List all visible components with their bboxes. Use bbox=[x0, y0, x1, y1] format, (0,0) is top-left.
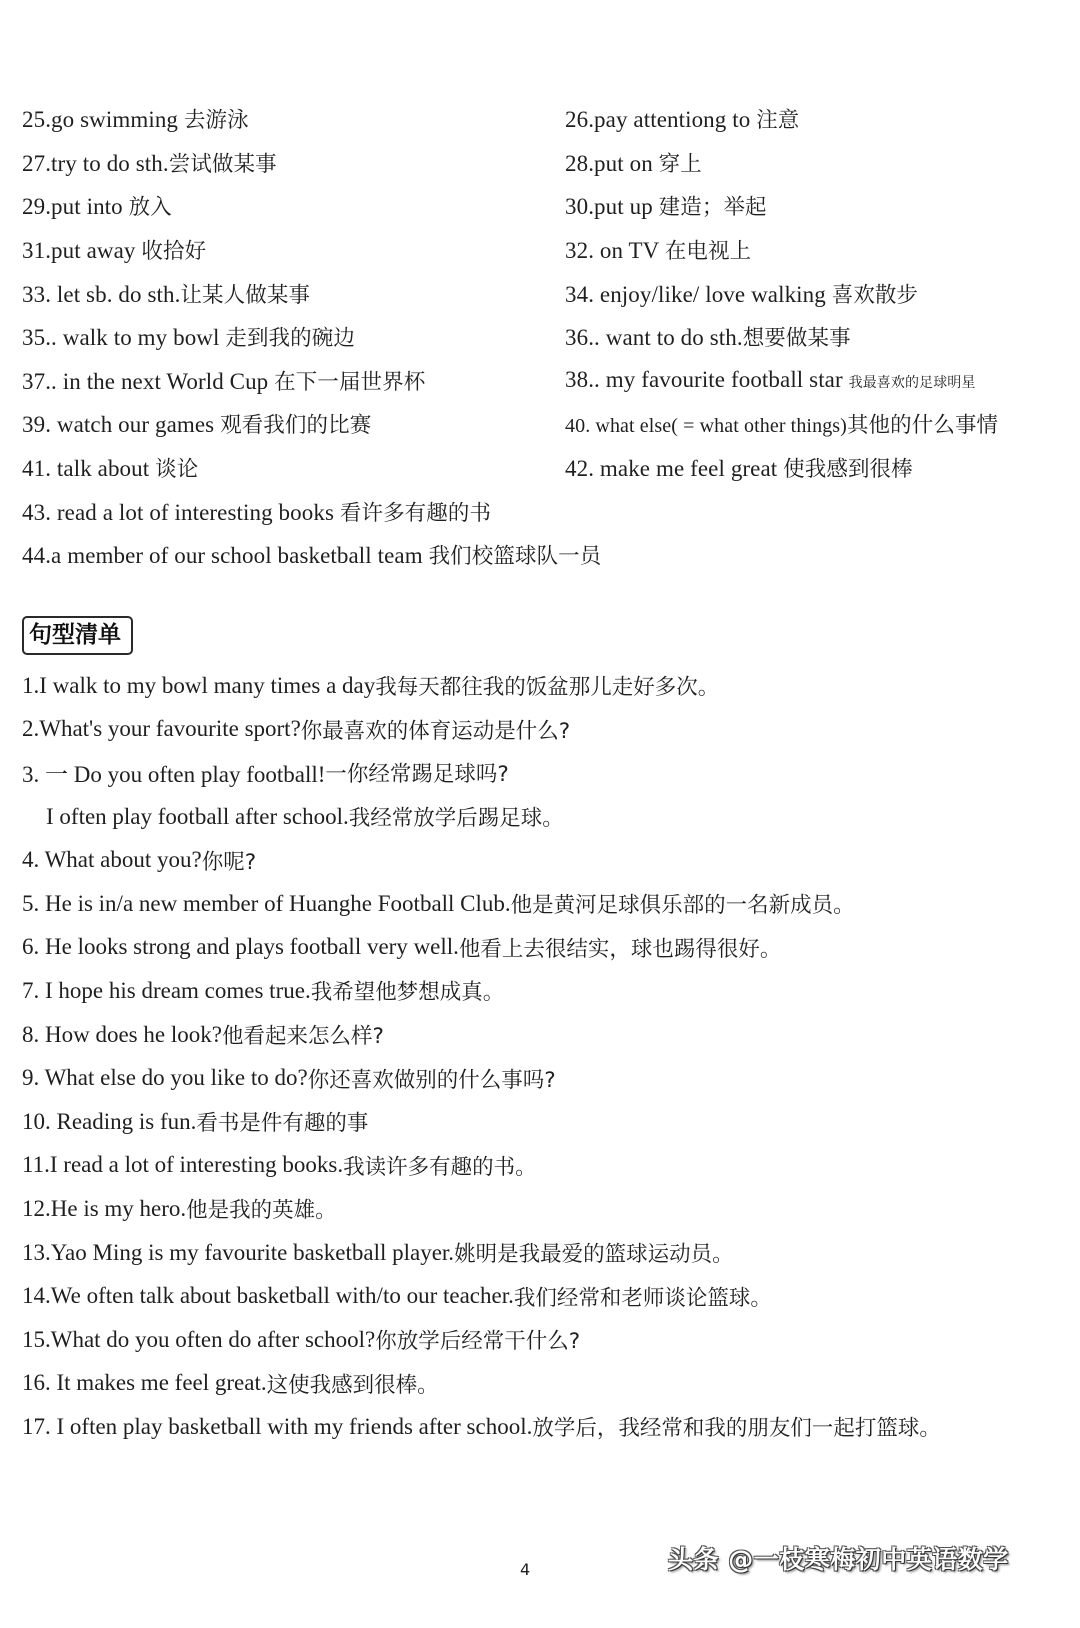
sentence-list bbox=[22, 664, 1072, 1449]
sentence-chinese: 放学后，我经常和我的朋友们一起打篮球。 bbox=[532, 1416, 941, 1442]
sentence-item bbox=[22, 1318, 1072, 1362]
sentence-chinese: 看书是件有趣的事 bbox=[196, 1111, 369, 1137]
phrase-chinese: 让某人做某事 bbox=[180, 282, 311, 308]
sentence-english: 17. I often play basketball with my friends after school. bbox=[22, 1413, 533, 1439]
phrase-row bbox=[22, 359, 1062, 403]
phrase-chinese: 穿上 bbox=[658, 151, 702, 177]
phrase-english: 25.go swimming bbox=[22, 107, 184, 133]
sentence-item bbox=[22, 664, 1072, 708]
sentence-item bbox=[22, 1013, 1072, 1057]
phrase-item-41 bbox=[22, 452, 565, 483]
phrase-row bbox=[22, 446, 1062, 490]
phrase-item-40 bbox=[565, 408, 1062, 439]
phrase-item-33 bbox=[22, 278, 565, 309]
sentence-item bbox=[22, 1100, 1072, 1144]
page-number: 4 bbox=[520, 1560, 531, 1579]
phrase-chinese: 其他的什么事情 bbox=[846, 413, 999, 439]
phrase-english: 32. on TV bbox=[565, 238, 665, 264]
phrase-english: 41. talk about bbox=[22, 456, 156, 482]
phrase-chinese: 喜欢散步 bbox=[831, 282, 919, 308]
sentence-english: 3. 一 Do you often play football! bbox=[22, 762, 326, 788]
watermark: 头条 @一枝寒梅初中英语数学 bbox=[668, 1545, 1009, 1574]
sentence-chinese: 一你经常踢足球吗? bbox=[325, 762, 509, 788]
sentence-english: 11.I read a lot of interesting books. bbox=[22, 1152, 344, 1178]
phrase-row bbox=[22, 228, 1062, 272]
phrase-row bbox=[22, 402, 1062, 446]
phrase-english: 40. what else( = what other things) bbox=[565, 415, 847, 438]
sentence-english: 6. He looks strong and plays football very well. bbox=[22, 934, 459, 960]
sentence-english: 12.He is my hero. bbox=[22, 1195, 187, 1221]
sentence-chinese: 这使我感到很棒。 bbox=[266, 1372, 439, 1398]
sentence-chinese: 他看起来怎么样? bbox=[221, 1024, 384, 1050]
phrase-chinese: 在电视上 bbox=[664, 239, 752, 265]
sentence-chinese: 你还喜欢做别的什么事吗? bbox=[307, 1067, 556, 1093]
phrase-english: 30.put up bbox=[565, 194, 659, 220]
phrase-row bbox=[22, 184, 1062, 228]
phrase-row bbox=[22, 533, 1062, 577]
phrase-english: 44.a member of our school basketball team bbox=[22, 543, 429, 569]
sentence-item bbox=[22, 1144, 1072, 1188]
sentence-english: 2.What's your favourite sport? bbox=[22, 716, 301, 742]
phrase-english: 43. read a lot of interesting books bbox=[22, 499, 340, 525]
phrase-english: 37.. in the next World Cup bbox=[22, 368, 275, 394]
sentence-english: 1.I walk to my bowl many times a day bbox=[22, 672, 376, 698]
phrase-item-44 bbox=[22, 539, 1062, 570]
sentence-english: I often play football after school. bbox=[46, 803, 349, 829]
sentence-english: 7. I hope his dream comes true. bbox=[22, 977, 311, 1003]
sentence-chinese: 我读许多有趣的书。 bbox=[343, 1154, 537, 1180]
phrase-item-37 bbox=[22, 365, 565, 396]
sentence-chinese: 他看上去很结实，球也踢得很好。 bbox=[458, 936, 782, 962]
phrase-english: 36.. want to do sth. bbox=[565, 325, 743, 351]
sentence-english: 13.Yao Ming is my favourite basketball player. bbox=[22, 1239, 455, 1265]
phrase-english: 33. let sb. do sth. bbox=[22, 281, 181, 307]
sentence-item bbox=[22, 1187, 1072, 1231]
sentence-english: 16. It makes me feel great. bbox=[22, 1370, 267, 1396]
phrase-item-42 bbox=[565, 452, 1062, 483]
phrase-english: 29.put into bbox=[22, 194, 129, 220]
sentence-item bbox=[22, 1405, 1072, 1449]
sentence-chinese: 他是我的英雄。 bbox=[186, 1198, 337, 1224]
phrase-chinese: 谈论 bbox=[155, 457, 199, 483]
phrase-list bbox=[22, 97, 1062, 577]
phrase-row bbox=[22, 489, 1062, 533]
sentence-chinese: 我每天都往我的饭盆那儿走好多次。 bbox=[375, 675, 720, 701]
phrase-item-31 bbox=[22, 234, 565, 265]
sentence-item bbox=[22, 882, 1072, 926]
phrase-row bbox=[22, 97, 1062, 141]
sentence-english: 15.What do you often do after school? bbox=[22, 1326, 376, 1352]
phrase-chinese: 走到我的碗边 bbox=[225, 326, 355, 352]
sentence-chinese: 姚明是我最爱的篮球运动员。 bbox=[454, 1242, 734, 1268]
phrase-row bbox=[22, 271, 1062, 315]
sentence-english: 10. Reading is fun. bbox=[22, 1108, 197, 1134]
sentence-item bbox=[22, 926, 1072, 970]
phrase-item-30 bbox=[565, 190, 1062, 221]
phrase-chinese: 想要做某事 bbox=[742, 326, 851, 352]
sentence-item bbox=[22, 708, 1072, 752]
sentence-item bbox=[22, 751, 1072, 795]
sentence-item bbox=[22, 969, 1072, 1013]
sentence-item bbox=[22, 1231, 1072, 1275]
phrase-chinese: 我最喜欢的足球明星 bbox=[848, 375, 976, 392]
sentence-chinese: 你放学后经常干什么? bbox=[375, 1329, 581, 1355]
phrase-english: 28.put on bbox=[565, 150, 659, 176]
phrase-english: 26.pay attentiong to bbox=[565, 107, 757, 133]
phrase-english: 31.put away bbox=[22, 238, 142, 264]
phrase-row bbox=[22, 141, 1062, 185]
sentence-chinese: 他是黄河足球俱乐部的一名新成员。 bbox=[510, 893, 855, 919]
sentence-item bbox=[22, 838, 1072, 882]
phrase-item-27 bbox=[22, 147, 565, 178]
sentence-english: 8. How does he look? bbox=[22, 1021, 222, 1047]
phrase-english: 27.try to do sth. bbox=[22, 150, 169, 176]
sentence-english: 9. What else do you like to do? bbox=[22, 1065, 308, 1091]
phrase-item-38 bbox=[565, 367, 1062, 393]
phrase-chinese: 注意 bbox=[756, 108, 800, 134]
phrase-item-29 bbox=[22, 190, 565, 221]
sentence-item bbox=[22, 1056, 1072, 1100]
phrase-item-32 bbox=[565, 234, 1062, 265]
phrase-item-36 bbox=[565, 321, 1062, 352]
sentence-chinese: 我希望他梦想成真。 bbox=[310, 980, 505, 1006]
phrase-chinese: 观看我们的比赛 bbox=[220, 413, 372, 439]
phrase-english: 35.. walk to my bowl bbox=[22, 325, 226, 351]
sentence-english: 4. What about you? bbox=[22, 847, 202, 873]
phrase-english: 42. make me feel great bbox=[565, 456, 784, 482]
phrase-chinese: 我们校篮球队一员 bbox=[428, 544, 602, 570]
sentence-item bbox=[22, 795, 1072, 839]
phrase-item-34 bbox=[565, 278, 1062, 309]
phrase-english: 39. watch our games bbox=[22, 412, 221, 438]
phrase-chinese: 使我感到很棒 bbox=[783, 457, 913, 483]
sentence-item bbox=[22, 1274, 1072, 1318]
sentence-chinese: 你呢? bbox=[201, 849, 257, 875]
phrase-chinese: 在下一届世界杯 bbox=[274, 369, 426, 395]
phrase-item-25 bbox=[22, 103, 565, 134]
phrase-item-43 bbox=[22, 496, 1062, 527]
sentence-chinese: 你最喜欢的体育运动是什么? bbox=[300, 718, 571, 744]
section-title-badge: 句型清单 bbox=[22, 616, 133, 655]
sentence-chinese: 我经常放学后踢足球。 bbox=[348, 806, 564, 832]
phrase-chinese: 收拾好 bbox=[141, 239, 207, 265]
phrase-english: 38.. my favourite football star bbox=[565, 367, 849, 393]
phrase-item-28 bbox=[565, 147, 1062, 178]
phrase-chinese: 看许多有趣的书 bbox=[339, 500, 492, 526]
phrase-chinese: 去游泳 bbox=[183, 108, 249, 134]
sentence-english: 14.We often talk about basketball with/to our teacher. bbox=[22, 1283, 514, 1309]
sentence-chinese: 我们经常和老师谈论篮球。 bbox=[513, 1285, 772, 1311]
sentence-item bbox=[22, 1362, 1072, 1406]
phrase-english: 34. enjoy/like/ love walking bbox=[565, 281, 832, 307]
sentence-english: 5. He is in/a new member of Huanghe Football Club. bbox=[22, 890, 511, 916]
phrase-row bbox=[22, 315, 1062, 359]
phrase-chinese: 建造；举起 bbox=[658, 195, 767, 221]
phrase-chinese: 放入 bbox=[128, 195, 172, 221]
phrase-item-35 bbox=[22, 321, 565, 352]
phrase-chinese: 尝试做某事 bbox=[168, 151, 277, 177]
phrase-item-39 bbox=[22, 408, 565, 439]
phrase-item-26 bbox=[565, 103, 1062, 134]
